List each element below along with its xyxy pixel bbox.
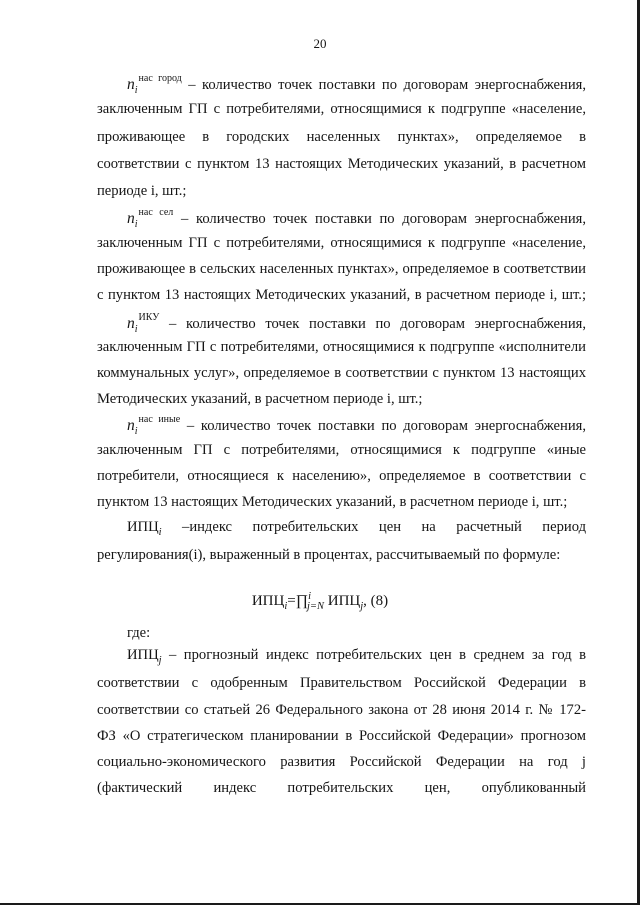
symbol-n-gorod: $n_i^{нас город}$ [127,73,182,97]
text-line: $n_i^{ИКУ}$ – количество точек поставки по договорам энергоснабжения, [127,312,586,336]
text-line: проживающее в сельских населенных пунктах», определяемое в соответствии [97,261,586,277]
text-line: $ИПЦ_i$ –индекс потребительских цен на расчетный период [127,519,586,538]
text-line: $n_i^{нас город}$ – количество точек поставки по договорам энергоснабжения, [127,73,586,97]
text-line: соответствии с одобренным Правительством Российской Федерации в [97,675,586,691]
text-line: потребители, относящиеся к населению», определяемое в соответствии с [97,468,586,484]
text-line: заключенным ГП с потребителями, относящимися к подгруппе «иные [97,442,586,458]
text-line: (фактический индекс потребительских цен, опубликованный [97,780,586,796]
text-line: периоде i, шт.; [97,183,187,199]
text-line: проживающее в городских населенных пунктах», определяемое в [97,129,586,145]
text-line: пунктом 13 настоящих Методических указаний, в расчетном периоде i, шт.; [97,494,568,510]
text-line: ФЗ «О стратегическом планировании в Российской Федерации» прогнозом [97,728,586,744]
text-line: где: [127,625,151,641]
text-line: социально-экономического развития Российской Федерации на год j [97,754,586,770]
text-line: $n_i^{нас сел}$ – количество точек поставки по договорам энергоснабжения, [127,207,586,231]
text-line: $n_i^{нас иные}$ – количество точек поставки по договорам энергоснабжения, [127,414,586,438]
text-line: заключенным ГП с потребителями, относящимися к подгруппе «население, [97,101,586,117]
text-line: Методических указаний, в расчетном периоде i, шт.; [97,391,423,407]
symbol-n-sel: $n_i^{нас сел}$ [127,207,174,231]
text-line: коммунальных услуг», определяемое в соответствии с пунктом 13 настоящих [97,365,586,381]
text-line: с пунктом 13 настоящих Методических указаний, в расчетном периоде i, шт.; [97,287,586,303]
text-line: соответствии с пунктом 13 настоящих Методических указаний, в расчетном [97,156,586,172]
text-line: $ИПЦ_j$ – прогнозный индекс потребительских цен в среднем за год в [127,647,587,666]
text-line: заключенным ГП с потребителями, относящимися к подгруппе «население, [97,235,586,251]
symbol-ipc-j: $ИПЦ_j$ [127,647,162,666]
page-number: 20 [313,36,327,51]
symbol-n-iku: $n_i^{ИКУ}$ [127,312,160,336]
formula-8: $ИПЦ_i=\prod^i_{j=N}$ $ИПЦ_j$, (8) [251,591,389,612]
text-line: соответствии со статьей 26 Федерального закона от 28 июня 2014 г. № 172- [97,702,586,718]
text-line: заключенным ГП с потребителями, относящимися к подгруппе «исполнители [97,339,586,355]
text-line: регулирования(i), выраженный в процентах, рассчитываемый по формуле: [97,547,561,563]
symbol-n-inye: $n_i^{нас иные}$ [127,414,181,438]
symbol-ipc-i: $ИПЦ_i$ [127,519,162,538]
